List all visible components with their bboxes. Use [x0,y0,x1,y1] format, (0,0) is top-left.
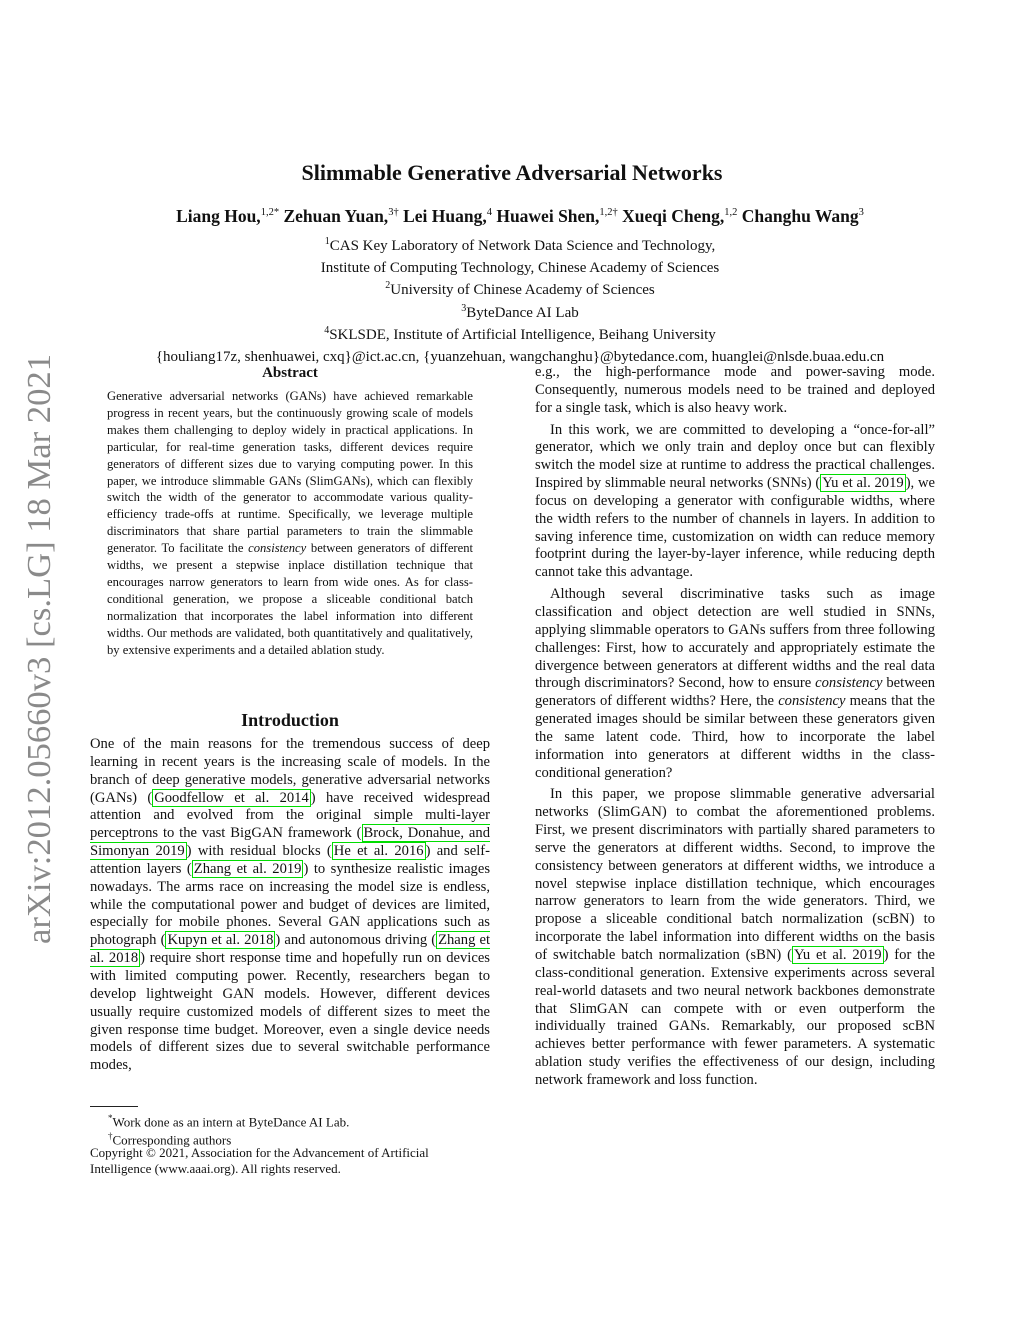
paragraph: In this paper, we propose slimmable generative adversarial networks (SlimGAN) to combat the aforementioned problems. First, we present discriminators with partially shared parameters to serve the generators at different widths. Second, to improve the consistency between generators at different widths, we introduce a novel stepwise inplace distillation technique, which encourages narrow generators to learn from the wide generators. Third, we propose a sliceable conditional batch normalization (scBN) to incorporate the label information into different widths on the basis of switchable batch normalization (sBN) ( Yu et al. 2019 ) for the class-conditional generation. Extensive experiments across several real-world datasets and two neural network backbones demonstrate that SlimGAN can compete with or even outperform the individually trained GANs. Remarkably, our proposed scBN achieves better performance with fewer parameters. A systematic ablation study verifies the effectiveness of our design, including network framework and loss function. [535,786,935,1088]
abstract-text: Generative adversarial networks (GANs) have achieved remarkable progress in recent years, but the continuously growing scale of models makes them challenging to deploy widely in practical applications. In particular, for real-time generation tasks, different devices require generators of different sizes due to varying computing power. In this paper, we introduce slimmable GANs (SlimGANs), which can flexibly switch the width of the generator to accommodate various quality-efficiency trade-offs at runtime. Specifically, we leverage multiple discriminators that share partial parameters to train the slimmable generator. To facilitate the consistency between generators of different widths, we present a stepwise inplace distillation technique that encourages narrow generators to learn from wide ones. As for class-conditional generation, we propose a sliceable conditional batch normalization that incorporates the label information into different widths. Our methods are validated, both quantitatively and qualitatively, by extensive experiments and a detailed ablation study. [107,389,474,657]
introduction-heading: Introduction [241,710,339,730]
citation-link[interactable]: Brock, Donahue, and Simonyan 2019 [90,825,490,860]
citation-link[interactable]: Goodfellow et al. 2014 [154,789,309,806]
citation-link[interactable]: Zhang et al. 2018 [90,932,490,967]
author: Changhu Wang$^3$ [741,206,864,226]
author-list [0,206,1024,227]
affiliation-line: $^2$University of Chinese Academy of Sciences [385,280,655,299]
affiliation-line: $^1$CAS Key Laboratory of Network Data Science and Technology, [324,236,716,254]
paragraph: Although several discriminative tasks such as image classification and object detection are well studied in SNNs, applying slimmable operators to GANs suffers from three following challenges: First, how to accurately and appropriately estimate the divergence between generators at different widths and the real data through discriminators? Second, how to ensure consistency between generators of different widths? Here, the consistency means that the generated images should be similar between these generators given the same latent code. Third, how to incorporate the label information into generators at different widths in the class-conditional generation? [535,586,936,781]
paragraph: e.g., the high-performance mode and power-saving mode. Consequently, numerous models need to be trained and deployed for a single task, which is also heavy work. [535,364,935,416]
copyright-notice: Copyright © 2021, Association for the Advancement of Artificial Intelligence (www.aaai.org). All rights reserved. [90,1145,429,1176]
citation-link[interactable]: Zhang et al. 2019 [193,860,302,877]
arxiv-identifier-text: arXiv:2012.05660v3 [cs.LG] 18 Mar 2021 [21,364,58,944]
citation-link[interactable]: Yu et al. 2019 [822,475,904,492]
author: Huawei Shen,$^{1,2\dagger}$ [496,206,618,226]
paragraph: In this work, we are committed to developing a “once-for-all” generator, which we only train and deploy once but can flexibly switch the model size at runtime to address the practical challenges. Inspired by slimmable neural networks (SNNs) ( Yu et al. 2019 ), we focus on developing a generator with configurable widths, where the width refers to the number of channels in layers. In addition to saving inference time, customization on width can reduce memory footprint during the layer-by-layer inference, while reducing depth cannot take this advantage. [535,421,935,581]
footnote-corresponding: †Corresponding authors [108,1131,232,1148]
author-emails: {houliang17z, shenhuawei, cxq}@ict.ac.cn, {yuanzehuan, wangchanghu}@bytedance.com, huanglei@nlsde.buaa.edu.cn [155,349,885,366]
paper-title: Slimmable Generative Adversarial Networks [301,160,723,185]
introduction-body [90,736,490,1075]
author: Xueqi Cheng,$^{1,2}$ [622,206,738,226]
arxiv-identifier-stamp [0,352,60,944]
footnote-rule [90,1106,138,1107]
right-column-body [535,364,935,1090]
paragraph: One of the main reasons for the tremendous success of deep learning in recent years is the increasing scale of models. In the branch of deep generative models, generative adversarial networks (GANs) ( Goodfellow et al. 2014 ) have received widespread attention and evolved from the original simple multi-layer perceptrons to the vast BigGAN framework ( Brock, Donahue, and Simonyan 2019 ) with residual blocks ( He et al. 2016 ) and self-attention layers ( Zhang et al. 2019 ) to synthesize realistic images nowadays. The arms race on increasing the model size is endless, while the computational power and budget of devices are limited, especially for mobile phones. Several GAN applications such as photograph ( Kupyn et al. 2018 ) and autonomous driving ( Zhang et al. 2018 ) require short response time and hopefully run on devices with limited computing power. Recently, researchers began to develop lightweight GAN models. However, different devices usually require customized models of different sizes to meet the given response time budget. Moreover, even a single device needs models of different sizes due to several switchable performance modes, [90,736,490,1074]
author: Zehuan Yuan,$^{3\dagger}$ [283,206,399,226]
affiliation-block [0,233,1024,366]
author: Liang Hou,$^{1,2*}$ [176,206,280,226]
citation-link[interactable]: He et al. 2016 [333,843,424,860]
abstract-heading: Abstract [262,365,318,381]
affiliation-line: $^3$ByteDance AI Lab [461,302,579,321]
citation-link[interactable]: Yu et al. 2019 [793,947,882,963]
affiliation-line: Institute of Computing Technology, Chinese Academy of Sciences [320,260,720,277]
citation-link[interactable]: Kupyn et al. 2018 [167,932,274,949]
author: Lei Huang,$^4$ [403,206,492,226]
affiliation-line: $^4$SKLSDE, Institute of Artificial Intelligence, Beihang University [324,324,716,343]
footnote-intern: *Work done as an intern at ByteDance AI Lab. [108,1113,350,1130]
